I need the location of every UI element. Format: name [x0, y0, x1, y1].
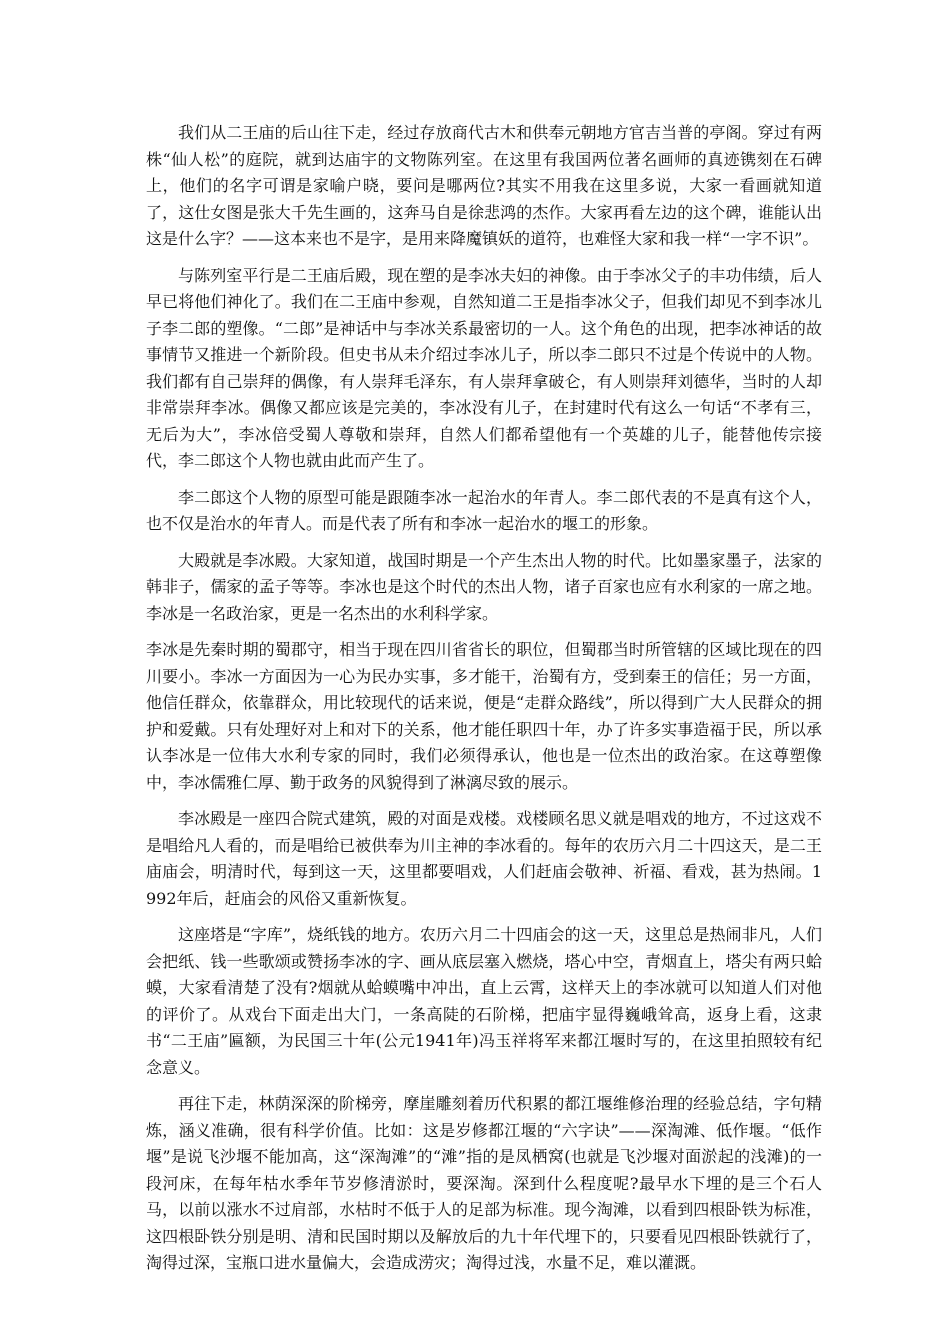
document-body [146, 120, 822, 1287]
paragraph-1: 我们从二王庙的后山往下走，经过存放商代古木和供奉元朝地方官吉当普的亭阁。穿过有两株“仙人松”的庭院，就到达庙宇的文物陈列室。在这里有我国两位著名画师的真迹镌刻在石碑上，他们的名字可谓是家喻户晓，要问是哪两位?其实不用我在这里多说，大家一看画就知道了，这仕女图是张大千先生画的，这奔马自是徐悲鸿的杰作。大家再看左边的这个碑，谁能认出这是什么字？——这本来也不是字，是用来降魔镇妖的道符，也难怪大家和我一样“一字不识”。 [146, 123, 822, 248]
paragraph-5: 李冰是先秦时期的蜀郡守，相当于现在四川省省长的职位，但蜀郡当时所管辖的区域比现在的四川要小。李冰一方面因为一心为民办实事，多才能干，治蜀有方，受到秦王的信任；另一方面，他信任群众，依靠群众，用比较现代的话来说，便是“走群众路线”，所以得到广大人民群众的拥护和爱戴。只有处理好对上和对下的关系，他才能任职四十年，办了许多实事造福于民，所以承认李冰是一位伟大水利专家的同时，我们必须得承认，他也是一位杰出的政治家。在这尊塑像中，李冰儒雅仁厚、勤于政务的风貌得到了淋漓尽致的展示。 [146, 640, 822, 792]
paragraph-2: 与陈列室平行是二王庙后殿，现在塑的是李冰夫妇的神像。由于李冰父子的丰功伟绩，后人早已将他们神化了。我们在二王庙中参观，自然知道二王是指李冰父子，但我们却见不到李冰儿子李二郎的塑像。“二郎”是神话中与李冰关系最密切的一人。这个角色的出现，把李冰神话的故事情节又推进一个新阶段。但史书从未介绍过李冰儿子，所以李二郎只不过是个传说中的人物。我们都有自己崇拜的偶像，有人崇拜毛泽东，有人崇拜拿破仑，有人则崇拜刘德华，当时的人却非常崇拜李冰。偶像又都应该是完美的，李冰没有儿子，在封建时代有这么一句话“不孝有三，无后为大”，李冰倍受蜀人尊敬和崇拜，自然人们都希望他有一个英雄的儿子，能替他传宗接代，李二郎这个人物也就由此而产生了。 [146, 265, 822, 470]
paragraph-6: 李冰殿是一座四合院式建筑，殿的对面是戏楼。戏楼顾名思义就是唱戏的地方，不过这戏不是唱给凡人看的，而是唱给已被供奉为川主神的李冰看的。每年的农历六月二十四这天，是二王庙庙会，明清时代，每到这一天，这里都要唱戏，人们赶庙会敬神、祈福、看戏，甚为热闹。1992年后，赶庙会的风俗又重新恢复。 [146, 809, 822, 908]
paragraph-3: 李二郎这个人物的原型可能是跟随李冰一起治水的年青人。李二郎代表的不是真有这个人，也不仅是治水的年青人。而是代表了所有和李冰一起治水的堰工的形象。 [146, 487, 822, 533]
paragraph-8: 再往下走，林荫深深的阶梯旁，摩崖雕刻着历代积累的都江堰维修治理的经验总结，字句精炼，涵义准确，很有科学价值。比如：这是岁修都江堰的“六字诀”——深淘滩、低作堰。“低作堰”是说飞沙堰不能加高，这“深淘滩”的“滩”指的是凤栖窝(也就是飞沙堰对面淤起的浅滩)的一段河床，在每年枯水季年节岁修清淤时，要深淘。深到什么程度呢?最早水下埋的是三个石人马，以前以涨水不过肩部，水枯时不低于人的足部为标准。现今淘滩，以看到四根卧铁为标准，这四根卧铁分别是明、清和民国时期以及解放后的九十年代埋下的，只要看见四根卧铁就行了，淘得过深，宝瓶口进水量偏大，会造成涝灾；淘得过浅，水量不足，难以灌溉。 [146, 1094, 822, 1272]
paragraph-4: 大殿就是李冰殿。大家知道，战国时期是一个产生杰出人物的时代。比如墨家墨子，法家的韩非子，儒家的孟子等等。李冰也是这个时代的杰出人物，诸子百家也应有水利家的一席之地。李冰是一名政治家，更是一名杰出的水利科学家。 [146, 550, 822, 623]
paragraph-7: 这座塔是“字库”，烧纸钱的地方。农历六月二十四庙会的这一天，这里总是热闹非凡，人们会把纸、钱一些歌颂或赞扬李冰的字、画从底层塞入燃烧，塔心中空，青烟直上，塔尖有两只蛤蟆，大家看清楚了没有?烟就从蛤蟆嘴中冲出，直上云霄，这样天上的李冰就可以知道人们对他的评价了。从戏台下面走出大门，一条高陡的石阶梯，把庙宇显得巍峨耸高，返身上看，这隶书“二王庙”匾额，为民国三十年(公元1941年)冯玉祥将军来都江堰时写的，在这里拍照较有纪念意义。 [146, 925, 822, 1077]
